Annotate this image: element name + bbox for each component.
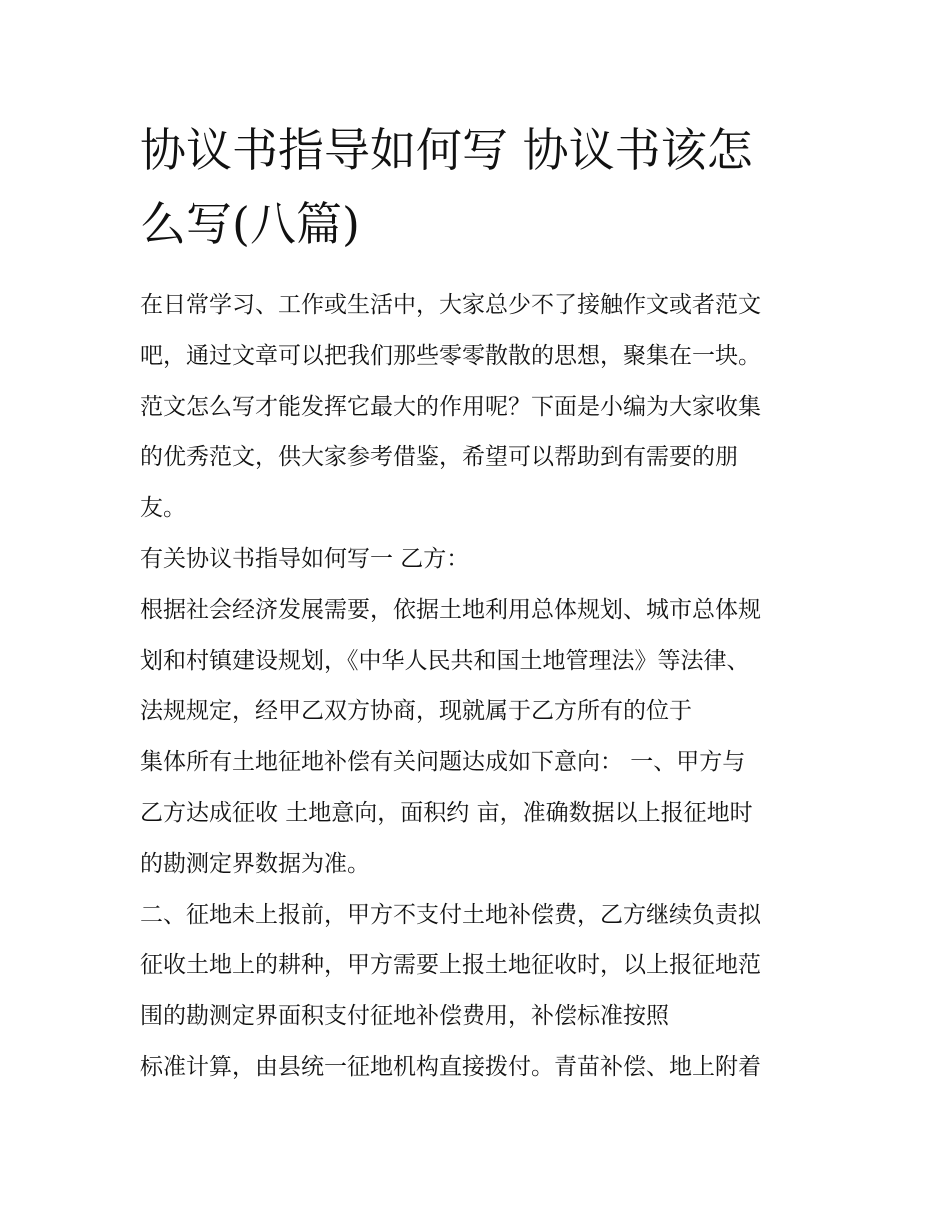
body-line-13: 二、征地未上报前，甲方不支付土地补偿费，乙方继续负责拟 [140, 901, 761, 928]
body-line-2: 吧，通过文章可以把我们那些零零散散的思想，聚集在一块。 [140, 342, 761, 369]
document-body [140, 280, 830, 1093]
body-line-5: 友。 [140, 495, 186, 522]
document-title [140, 113, 840, 261]
body-line-6: 有关协议书指导如何写一 乙方： [140, 545, 470, 572]
title-line-2: 么写(八篇) [140, 197, 360, 251]
body-line-1: 在日常学习、工作或生活中，大家总少不了接触作文或者范文 [140, 292, 761, 318]
body-line-4: 的优秀范文，供大家参考借鉴，希望可以帮助到有需要的朋 [140, 444, 738, 471]
body-line-12: 的勘测定界数据为准。 [140, 850, 370, 877]
body-line-15: 围的勘测定界面积支付征地补偿费用，补偿标准按照 [140, 1003, 669, 1030]
body-line-8: 划和村镇建设规划，《中华人民共和国土地管理法》等法律、 [140, 647, 750, 674]
body-line-16: 标准计算，由县统一征地机构直接拨付。青苗补偿、地上附着 [140, 1053, 761, 1080]
body-line-10: 集体所有土地征地补偿有关问题达成如下意向： 一、甲方与 [140, 749, 746, 776]
body-line-7: 根据社会经济发展需要，依据土地利用总体规划、城市总体规 [140, 596, 761, 623]
body-line-14: 征收土地上的耕种，甲方需要上报土地征收时，以上报征地范 [140, 952, 761, 979]
title-line-1: 协议书指导如何写 协议书该怎 [140, 123, 753, 177]
body-line-3: 范文怎么写才能发挥它最大的作用呢？下面是小编为大家收集 [140, 393, 761, 420]
body-line-11: 乙方达成征收 土地意向，面积约 亩，准确数据以上报征地时 [140, 799, 753, 826]
body-line-9: 法规规定，经甲乙双方协商，现就属于乙方所有的位于 [140, 698, 692, 725]
